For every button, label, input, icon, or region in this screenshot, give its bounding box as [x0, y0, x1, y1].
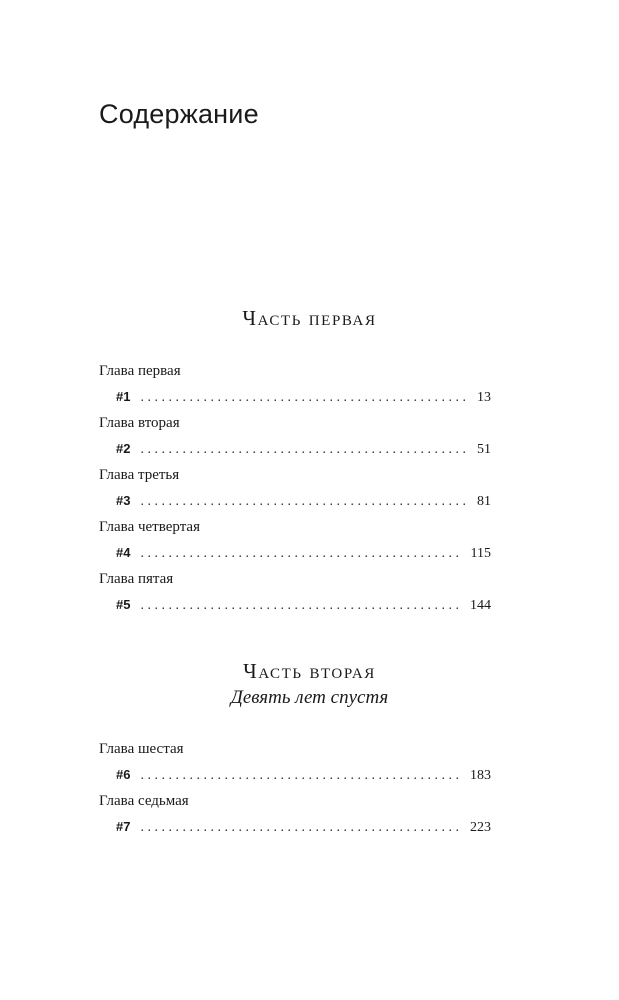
page-number: 223	[470, 820, 491, 835]
page-title: Содержание	[99, 99, 259, 129]
chapter-number: #4	[116, 545, 131, 560]
page-number: 183	[470, 768, 491, 783]
part-two-heading: Часть вторая	[243, 659, 376, 683]
chapter-title: Глава вторая	[99, 415, 180, 431]
dot-leader	[140, 489, 469, 515]
dot-leader	[140, 815, 462, 841]
page-number: 144	[470, 598, 491, 613]
toc-entry[interactable]	[99, 384, 491, 410]
page-number: 81	[477, 494, 491, 509]
chapter-title: Глава седьмая	[99, 793, 189, 809]
chapter-title: Глава шестая	[99, 741, 184, 757]
chapter-title: Глава первая	[99, 363, 181, 379]
chapter-number: #6	[116, 767, 131, 782]
chapter-title: Глава пятая	[99, 571, 174, 587]
chapter-title: Глава третья	[99, 467, 180, 483]
dot-leader	[140, 593, 462, 619]
dot-leader	[140, 385, 469, 411]
dot-leader	[140, 437, 469, 463]
chapter-number: #2	[116, 441, 131, 456]
toc-entry[interactable]	[99, 436, 491, 462]
page-number: 13	[477, 390, 491, 405]
part-two-subtitle: Девять лет спустя	[230, 687, 389, 708]
page-number: 51	[477, 442, 491, 457]
chapter-number: #5	[116, 597, 131, 612]
part-one-heading: Часть первая	[242, 306, 377, 330]
chapter-number: #7	[116, 819, 131, 834]
toc-entry[interactable]	[99, 540, 491, 566]
toc-entry[interactable]	[99, 814, 491, 840]
chapter-number: #1	[116, 389, 131, 404]
part-two-chapter-list	[99, 736, 491, 840]
part-one-chapter-list	[99, 358, 491, 618]
dot-leader	[140, 763, 462, 789]
toc-entry[interactable]	[99, 488, 491, 514]
toc-entry[interactable]	[99, 592, 491, 618]
toc-entry[interactable]	[99, 762, 491, 788]
chapter-number: #3	[116, 493, 131, 508]
dot-leader	[140, 541, 462, 567]
page-number: 115	[470, 546, 491, 561]
chapter-title: Глава четвертая	[99, 519, 200, 535]
